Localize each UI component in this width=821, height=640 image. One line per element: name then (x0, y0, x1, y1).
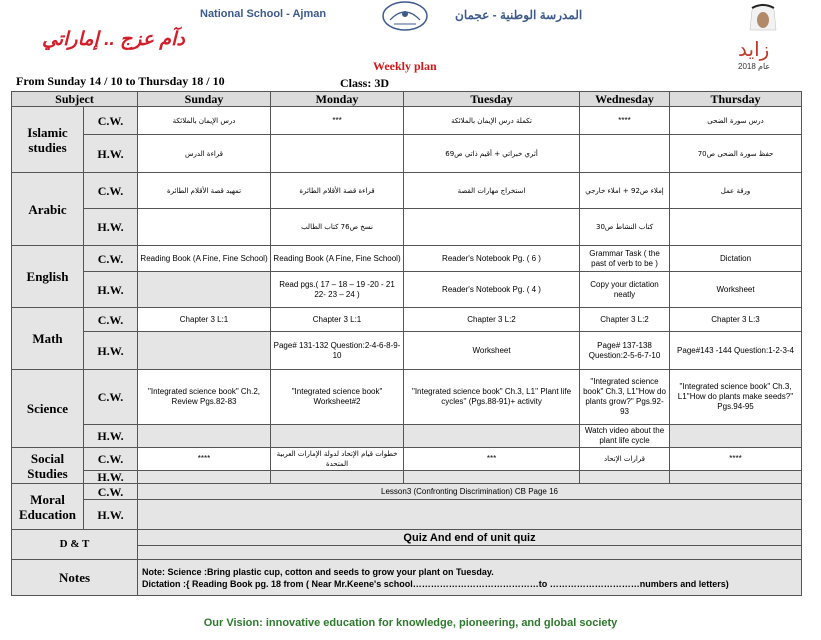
subject-english: English (12, 246, 84, 308)
cell: "Integrated science book" Ch.3, L1'' Plant life cycles'' (Pgs.88-91)+ activity (404, 370, 580, 425)
cell: Page# 137-138 Question:2-5-6-7-10 (580, 332, 670, 370)
cell: Dictation (670, 246, 802, 272)
subject-islamic: Islamic studies (12, 107, 84, 173)
cell: Worksheet (670, 272, 802, 308)
cell: Chapter 3 L:2 (404, 308, 580, 332)
hw-label: H.W. (84, 500, 138, 530)
cell: "Integrated science book" Ch.2, Review Pgs.82-83 (138, 370, 271, 425)
cell: قراءة قصة الأقلام الطائرة (271, 173, 404, 209)
slogan: دآم عزج .. إماراتي (42, 29, 185, 50)
table-row (12, 173, 802, 209)
cell: قراءة الدرس (138, 135, 271, 173)
cell (404, 471, 580, 484)
cell: Worksheet (404, 332, 580, 370)
cell (138, 546, 802, 560)
table-row (12, 500, 802, 530)
hw-label: H.W. (84, 135, 138, 173)
cell: **** (580, 107, 670, 135)
page-title: Weekly plan (373, 59, 437, 73)
school-name-ar: المدرسة الوطنية - عجمان (455, 8, 583, 22)
cell: "Integrated science book" Worksheet#2 (271, 370, 404, 425)
subject-moral: Moral Education (12, 484, 84, 530)
weekly-plan-table (11, 91, 802, 596)
vision-statement: Our Vision: innovative education for knowledge, pioneering, and global society (203, 617, 618, 629)
hw-label: H.W. (84, 332, 138, 370)
cell: "Integrated science book" Ch.3, L1''How do plants make seeds?'' Pgs.94-95 (670, 370, 802, 425)
cell (670, 471, 802, 484)
cell (138, 471, 271, 484)
table-row (12, 471, 802, 484)
cell: Page# 131-132 Question:2-4-6-8-9-10 (271, 332, 404, 370)
cell: *** (271, 107, 404, 135)
col-tuesday: Tuesday (404, 92, 580, 107)
cw-label: C.W. (84, 484, 138, 500)
subject-arabic: Arabic (12, 173, 84, 246)
subject-social: Social Studies (12, 448, 84, 484)
cell: نسخ ص76 كتاب الطالب (271, 209, 404, 246)
cw-label: C.W. (84, 370, 138, 425)
class-label: Class: 3D (340, 76, 390, 90)
zayed-year: عام 2018 (738, 62, 771, 71)
zayed-script: زايد (738, 37, 770, 61)
cell (138, 209, 271, 246)
cw-label: C.W. (84, 448, 138, 471)
table-row (12, 484, 802, 500)
school-emblem-icon (376, 0, 434, 36)
cell: **** (138, 448, 271, 471)
cell (580, 135, 670, 173)
cell (271, 135, 404, 173)
cell (138, 272, 271, 308)
cell: **** (670, 448, 802, 471)
cell: قرارات الإتحاد (580, 448, 670, 471)
cw-label: C.W. (84, 246, 138, 272)
table-row (12, 135, 802, 173)
table-row (12, 107, 802, 135)
table-row (12, 560, 802, 596)
cell (138, 332, 271, 370)
table-row (12, 308, 802, 332)
cell (404, 425, 580, 448)
cell: Reader's Notebook Pg. ( 6 ) (404, 246, 580, 272)
cell: Page#143 -144 Question:1-2-3-4 (670, 332, 802, 370)
col-subject: Subject (12, 92, 138, 107)
cell (670, 425, 802, 448)
subject-dt: D & T (12, 530, 138, 560)
table-row (12, 332, 802, 370)
cell (404, 209, 580, 246)
subject-notes: Notes (12, 560, 138, 596)
col-thursday: Thursday (670, 92, 802, 107)
cell: تكملة درس الإيمان بالملائكة (404, 107, 580, 135)
header-row (12, 92, 802, 107)
col-wednesday: Wednesday (580, 92, 670, 107)
cell: حفظ سورة الضحى ص70 (670, 135, 802, 173)
hw-label: H.W. (84, 425, 138, 448)
school-name-en: National School - Ajman (200, 8, 327, 20)
cell: Quiz And end of unit quiz (138, 530, 802, 546)
subject-math: Math (12, 308, 84, 370)
cell: كتاب النشاط ص30 (580, 209, 670, 246)
cell: Reader's Notebook Pg. ( 4 ) (404, 272, 580, 308)
notes-line-2: Dictation :{ Reading Book pg. 18 from ( Near Mr.Keene's school……………………………………to …………………………numbers and letters) (142, 578, 729, 589)
table-row (12, 370, 802, 425)
cell: أثري خبراتي + أقيم ذاتي ص69 (404, 135, 580, 173)
subject-science: Science (12, 370, 84, 448)
date-range: From Sunday 14 / 10 to Thursday 18 / 10 (16, 74, 225, 88)
cell (670, 209, 802, 246)
cell (138, 425, 271, 448)
table-row (12, 448, 802, 471)
cell: Watch video about the plant life cycle (580, 425, 670, 448)
table-row (12, 209, 802, 246)
cell: Grammar Task ( the past of verb to be ) (580, 246, 670, 272)
table-row (12, 246, 802, 272)
cell (138, 500, 802, 530)
table-row (12, 530, 802, 546)
notes-cell (138, 560, 802, 596)
cw-label: C.W. (84, 173, 138, 209)
cw-label: C.W. (84, 107, 138, 135)
cell: "Integrated science book" Ch.3, L1''How do plants grow?'' Pgs.92-93 (580, 370, 670, 425)
cell: Chapter 3 L:1 (271, 308, 404, 332)
table-row (12, 272, 802, 308)
cell: إملاء ص92 + املاء خارجي (580, 173, 670, 209)
cell (271, 425, 404, 448)
cell: تمهيد قصة الأقلام الطائرة (138, 173, 271, 209)
col-monday: Monday (271, 92, 404, 107)
cell: Chapter 3 L:1 (138, 308, 271, 332)
cell: استخراج مهارات القصة (404, 173, 580, 209)
cell (271, 471, 404, 484)
cw-label: C.W. (84, 308, 138, 332)
cell: Read pgs.( 17 – 18 – 19 -20 - 21 22- 23 – 24 ) (271, 272, 404, 308)
hw-label: H.W. (84, 471, 138, 484)
cell: Lesson3 (Confronting Discrimination) CB Page 16 (138, 484, 802, 500)
cell: Copy your dictation neatly (580, 272, 670, 308)
cell: Reading Book (A Fine, Fine School) (138, 246, 271, 272)
cell: Chapter 3 L:3 (670, 308, 802, 332)
cell (580, 471, 670, 484)
cell: *** (404, 448, 580, 471)
cell: درس سورة الضحى (670, 107, 802, 135)
cell: Chapter 3 L:2 (580, 308, 670, 332)
cell: خطوات قيام الإتحاد لدولة الإمارات العربية المتحدة (271, 448, 404, 471)
cell: ورقة عمل (670, 173, 802, 209)
col-sunday: Sunday (138, 92, 271, 107)
hw-label: H.W. (84, 272, 138, 308)
cell: Reading Book (A Fine, Fine School) (271, 246, 404, 272)
hw-label: H.W. (84, 209, 138, 246)
notes-line-1: Note: Science :Bring plastic cup, cotton and seeds to grow your plant on Tuesday. (142, 566, 494, 577)
cell: درس الإيمان بالملائكة (138, 107, 271, 135)
table-row (12, 425, 802, 448)
